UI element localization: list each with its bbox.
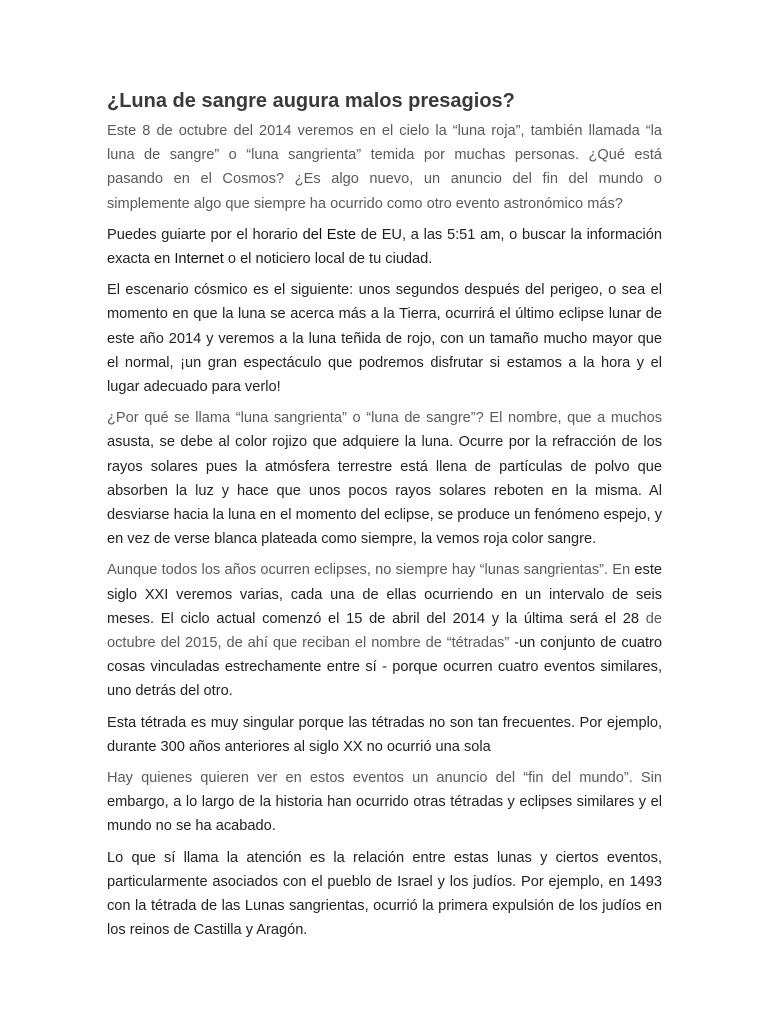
paragraph-tetrads-end: -un conjunto de cuatro cosas vinculadas estrechamente entre sí - porque ocurren cuatro eventos similares, uno detrás del otro. bbox=[107, 635, 662, 700]
link-internet[interactable]: Internet bbox=[174, 251, 224, 268]
article bbox=[107, 88, 662, 950]
paragraph-schedule-text-1: Puedes guiarte por el horario bbox=[107, 226, 303, 243]
paragraph-name-origin-lead: ¿Por qué se llama “luna sangrienta” o “luna de sangre”? El nombre, que a muchos bbox=[107, 410, 662, 427]
paragraph-name-origin-body: asusta, se debe al color rojizo que adquiere la luna. Ocurre por la refracción de los rayos solares pues la atmósfera terrestre está llena de partículas de polvo que absorben la luz y hace que unos pocos rayos solares reboten en la misma. Al desviarse hacia la luna en el momento del eclipse, se produce un fenómeno espejo, y en vez de verse blanca plateada como siempre, la vemos roja color sangre. bbox=[107, 434, 662, 548]
paragraph-scenario: El escenario cósmico es el siguiente: unos segundos después del perigeo, o sea el momento en que la luna se acerca más a la Tierra, ocurrirá el último eclipse lunar de este año 2014 y veremos a la luna teñida de rojo, con un tamaño mucho mayor que el normal, ¡un gran espectáculo que podremos disfrutar si estamos a la hora y el lugar adecuado para verlo! bbox=[107, 282, 662, 396]
paragraph-end-of-world-lead: Hay quienes quieren ver en estos eventos un anuncio del “fin del mundo”. Sin bbox=[107, 770, 662, 787]
link-del-este[interactable]: del Este bbox=[302, 226, 357, 243]
paragraph-israel: Lo que sí llama la atención es la relación entre estas lunas y ciertos eventos, particularmente asociados con el pueblo de Israel y los judíos. Por ejemplo, en 1493 con la tétrada de las Lunas sangrientas, ocurrió la primera expulsión de los judíos en los reinos de Castilla y Aragón. bbox=[107, 849, 662, 939]
paragraph-schedule-text-3: o el noticiero local de tu ciudad. bbox=[223, 251, 433, 268]
article-title: ¿Luna de sangre augura malos presagios? bbox=[107, 90, 515, 112]
paragraph-schedule-text-2: de EU, a las 5:51 am, o buscar la información exacta en bbox=[107, 226, 662, 268]
paragraph-tetrads-mid: de octubre del 2015, de ahí que reciban el nombre de “tétradas” bbox=[107, 610, 662, 652]
paragraph-tetrads-lead: Aunque todos los años ocurren eclipses, no siempre hay “lunas sangrientas”. En bbox=[107, 562, 631, 579]
paragraph-tetrads bbox=[107, 558, 662, 703]
paragraph-name-origin bbox=[107, 406, 662, 551]
paragraph-intro: Este 8 de octubre del 2014 veremos en el cielo la “luna roja”, también llamada “la luna de sangre” o “luna sangrienta” temida por muchas personas. ¿Qué está pasando en el Cosmos? ¿Es algo nuevo, un anuncio del fin del mundo o simplemente algo que siempre ha ocurrido como otro evento astronómico más? bbox=[107, 123, 662, 212]
paragraph-end-of-world bbox=[107, 766, 662, 839]
paragraph-end-of-world-body: embargo, a lo largo de la historia han ocurrido otras tétradas y eclipses similares y el mundo no se ha acabado. bbox=[107, 794, 662, 835]
paragraph-singular: Esta tétrada es muy singular porque las tétradas no son tan frecuentes. Por ejemplo, durante 300 años anteriores al siglo XX no ocurrió una sola bbox=[107, 714, 662, 755]
paragraph-tetrads-body: este siglo XXI veremos varias, cada una de ellas ocurriendo en un intervalo de seis meses. El ciclo actual comenzó el 15 de abril del 2014 y la última será el 28 bbox=[107, 562, 663, 627]
paragraph-schedule bbox=[107, 223, 662, 271]
